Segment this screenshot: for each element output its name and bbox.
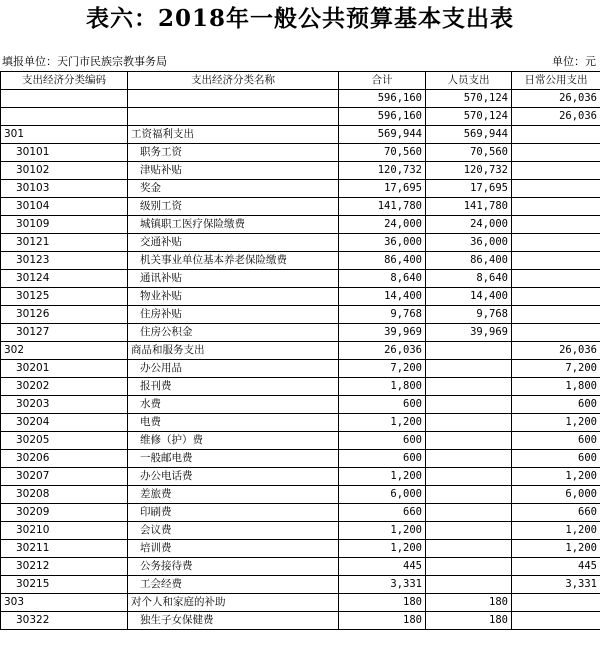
- personnel-cell: [426, 468, 512, 486]
- personnel-cell: 180: [426, 594, 512, 612]
- total-cell: 596,160: [339, 90, 426, 108]
- total-cell: 600: [339, 396, 426, 414]
- code-cell: [1, 90, 128, 108]
- personnel-cell: [426, 486, 512, 504]
- expenditure-table: [0, 71, 600, 630]
- public-cell: [512, 198, 600, 216]
- table-row: [1, 108, 600, 126]
- name-cell: 水费: [128, 396, 339, 414]
- code-cell: 30322: [1, 612, 128, 630]
- table-row: [1, 558, 600, 576]
- public-cell: 1,200: [512, 414, 600, 432]
- personnel-cell: [426, 432, 512, 450]
- header-code: 支出经济分类编码: [1, 72, 128, 90]
- currency-unit: 单位：元: [552, 55, 596, 68]
- name-cell: 培训费: [128, 540, 339, 558]
- name-cell: 商品和服务支出: [128, 342, 339, 360]
- public-cell: [512, 234, 600, 252]
- name-cell: 物业补贴: [128, 288, 339, 306]
- code-cell: 30208: [1, 486, 128, 504]
- public-cell: 660: [512, 504, 600, 522]
- header-total: 合计: [339, 72, 426, 90]
- public-cell: [512, 126, 600, 144]
- name-cell: 办公电话费: [128, 468, 339, 486]
- code-cell: 30205: [1, 432, 128, 450]
- total-cell: 180: [339, 594, 426, 612]
- total-cell: 9,768: [339, 306, 426, 324]
- total-cell: 14,400: [339, 288, 426, 306]
- table-row: [1, 324, 600, 342]
- total-cell: 8,640: [339, 270, 426, 288]
- personnel-cell: 569,944: [426, 126, 512, 144]
- code-cell: 30202: [1, 378, 128, 396]
- personnel-cell: [426, 504, 512, 522]
- public-cell: [512, 612, 600, 630]
- name-cell: 住房公积金: [128, 324, 339, 342]
- public-cell: 445: [512, 558, 600, 576]
- table-row: [1, 504, 600, 522]
- table-row: [1, 288, 600, 306]
- personnel-cell: 17,695: [426, 180, 512, 198]
- code-cell: 30127: [1, 324, 128, 342]
- public-cell: [512, 252, 600, 270]
- table-row: [1, 252, 600, 270]
- code-cell: 30103: [1, 180, 128, 198]
- table-row: [1, 612, 600, 630]
- table-row: [1, 144, 600, 162]
- personnel-cell: [426, 450, 512, 468]
- name-cell: 办公用品: [128, 360, 339, 378]
- header-public: 日常公用支出: [512, 72, 600, 90]
- header-personnel: 人员支出: [426, 72, 512, 90]
- public-cell: [512, 180, 600, 198]
- table-row: [1, 360, 600, 378]
- public-cell: [512, 216, 600, 234]
- code-cell: 30201: [1, 360, 128, 378]
- table-row: [1, 126, 600, 144]
- reporting-unit: 填报单位：天门市民族宗教事务局: [2, 55, 167, 68]
- total-cell: 120,732: [339, 162, 426, 180]
- header-name: 支出经济分类名称: [128, 72, 339, 90]
- table-row: [1, 540, 600, 558]
- total-cell: 180: [339, 612, 426, 630]
- name-cell: 交通补贴: [128, 234, 339, 252]
- personnel-cell: 120,732: [426, 162, 512, 180]
- code-cell: 30123: [1, 252, 128, 270]
- code-cell: 30125: [1, 288, 128, 306]
- table-row: [1, 432, 600, 450]
- personnel-cell: 36,000: [426, 234, 512, 252]
- total-cell: 596,160: [339, 108, 426, 126]
- table-row: [1, 468, 600, 486]
- table-row: [1, 90, 600, 108]
- code-cell: 30207: [1, 468, 128, 486]
- personnel-cell: 570,124: [426, 90, 512, 108]
- public-cell: [512, 144, 600, 162]
- public-cell: 26,036: [512, 90, 600, 108]
- public-cell: [512, 162, 600, 180]
- total-cell: 26,036: [339, 342, 426, 360]
- personnel-cell: [426, 378, 512, 396]
- total-cell: 70,560: [339, 144, 426, 162]
- personnel-cell: 9,768: [426, 306, 512, 324]
- personnel-cell: 180: [426, 612, 512, 630]
- public-cell: [512, 306, 600, 324]
- code-cell: 30206: [1, 450, 128, 468]
- code-cell: 303: [1, 594, 128, 612]
- total-cell: 6,000: [339, 486, 426, 504]
- total-cell: 39,969: [339, 324, 426, 342]
- table-row: [1, 180, 600, 198]
- code-cell: 301: [1, 126, 128, 144]
- table-row: [1, 270, 600, 288]
- name-cell: 报刊费: [128, 378, 339, 396]
- total-cell: 600: [339, 432, 426, 450]
- name-cell: 工会经费: [128, 576, 339, 594]
- table-row: [1, 198, 600, 216]
- code-cell: 30215: [1, 576, 128, 594]
- personnel-cell: 8,640: [426, 270, 512, 288]
- code-cell: 30210: [1, 522, 128, 540]
- total-cell: 141,780: [339, 198, 426, 216]
- personnel-cell: [426, 522, 512, 540]
- code-cell: 30126: [1, 306, 128, 324]
- total-cell: 36,000: [339, 234, 426, 252]
- public-cell: [512, 324, 600, 342]
- total-cell: 1,200: [339, 468, 426, 486]
- public-cell: 600: [512, 396, 600, 414]
- code-cell: 30102: [1, 162, 128, 180]
- table-row: [1, 414, 600, 432]
- total-cell: 7,200: [339, 360, 426, 378]
- name-cell: 津贴补贴: [128, 162, 339, 180]
- personnel-cell: [426, 414, 512, 432]
- table-row: [1, 342, 600, 360]
- total-cell: 24,000: [339, 216, 426, 234]
- total-cell: 1,200: [339, 540, 426, 558]
- code-cell: [1, 108, 128, 126]
- name-cell: 维修（护）费: [128, 432, 339, 450]
- public-cell: 6,000: [512, 486, 600, 504]
- code-cell: 30124: [1, 270, 128, 288]
- table-row: [1, 450, 600, 468]
- name-cell: 公务接待费: [128, 558, 339, 576]
- page-title: 表六：2018年一般公共预算基本支出表: [85, 5, 514, 32]
- code-cell: 30209: [1, 504, 128, 522]
- public-cell: 600: [512, 432, 600, 450]
- personnel-cell: 14,400: [426, 288, 512, 306]
- public-cell: [512, 594, 600, 612]
- public-cell: 1,200: [512, 468, 600, 486]
- table-row: [1, 576, 600, 594]
- personnel-cell: 570,124: [426, 108, 512, 126]
- public-cell: 7,200: [512, 360, 600, 378]
- total-cell: 1,200: [339, 522, 426, 540]
- personnel-cell: 141,780: [426, 198, 512, 216]
- public-cell: 1,800: [512, 378, 600, 396]
- code-cell: 30101: [1, 144, 128, 162]
- total-cell: 17,695: [339, 180, 426, 198]
- name-cell: 差旅费: [128, 486, 339, 504]
- public-cell: 1,200: [512, 522, 600, 540]
- name-cell: [128, 108, 339, 126]
- table-row: [1, 378, 600, 396]
- table-row: [1, 234, 600, 252]
- total-cell: 86,400: [339, 252, 426, 270]
- name-cell: 会议费: [128, 522, 339, 540]
- name-cell: 印刷费: [128, 504, 339, 522]
- personnel-cell: [426, 360, 512, 378]
- name-cell: 独生子女保健费: [128, 612, 339, 630]
- code-cell: 30204: [1, 414, 128, 432]
- table-row: [1, 396, 600, 414]
- personnel-cell: 24,000: [426, 216, 512, 234]
- table-row: [1, 522, 600, 540]
- code-cell: 30121: [1, 234, 128, 252]
- personnel-cell: [426, 342, 512, 360]
- total-cell: 3,331: [339, 576, 426, 594]
- total-cell: 1,800: [339, 378, 426, 396]
- personnel-cell: [426, 576, 512, 594]
- public-cell: 1,200: [512, 540, 600, 558]
- public-cell: 26,036: [512, 108, 600, 126]
- personnel-cell: [426, 540, 512, 558]
- code-cell: 30109: [1, 216, 128, 234]
- public-cell: 600: [512, 450, 600, 468]
- table-row: [1, 216, 600, 234]
- code-cell: 30203: [1, 396, 128, 414]
- code-cell: 30211: [1, 540, 128, 558]
- personnel-cell: 39,969: [426, 324, 512, 342]
- name-cell: 对个人和家庭的补助: [128, 594, 339, 612]
- table-row: [1, 486, 600, 504]
- table-row: [1, 162, 600, 180]
- name-cell: 电费: [128, 414, 339, 432]
- personnel-cell: 70,560: [426, 144, 512, 162]
- name-cell: 通讯补贴: [128, 270, 339, 288]
- code-cell: 30104: [1, 198, 128, 216]
- name-cell: 一般邮电费: [128, 450, 339, 468]
- table-body: [1, 90, 600, 630]
- personnel-cell: [426, 396, 512, 414]
- personnel-cell: 86,400: [426, 252, 512, 270]
- name-cell: 机关事业单位基本养老保险缴费: [128, 252, 339, 270]
- public-cell: [512, 288, 600, 306]
- code-cell: 30212: [1, 558, 128, 576]
- name-cell: 城镇职工医疗保险缴费: [128, 216, 339, 234]
- table-header-row: [1, 72, 600, 90]
- name-cell: 工资福利支出: [128, 126, 339, 144]
- public-cell: [512, 270, 600, 288]
- name-cell: 职务工资: [128, 144, 339, 162]
- name-cell: 级别工资: [128, 198, 339, 216]
- table-row: [1, 594, 600, 612]
- personnel-cell: [426, 558, 512, 576]
- total-cell: 569,944: [339, 126, 426, 144]
- total-cell: 1,200: [339, 414, 426, 432]
- name-cell: 住房补贴: [128, 306, 339, 324]
- total-cell: 660: [339, 504, 426, 522]
- code-cell: 302: [1, 342, 128, 360]
- public-cell: 3,331: [512, 576, 600, 594]
- table-row: [1, 306, 600, 324]
- public-cell: 26,036: [512, 342, 600, 360]
- name-cell: 奖金: [128, 180, 339, 198]
- total-cell: 445: [339, 558, 426, 576]
- name-cell: [128, 90, 339, 108]
- total-cell: 600: [339, 450, 426, 468]
